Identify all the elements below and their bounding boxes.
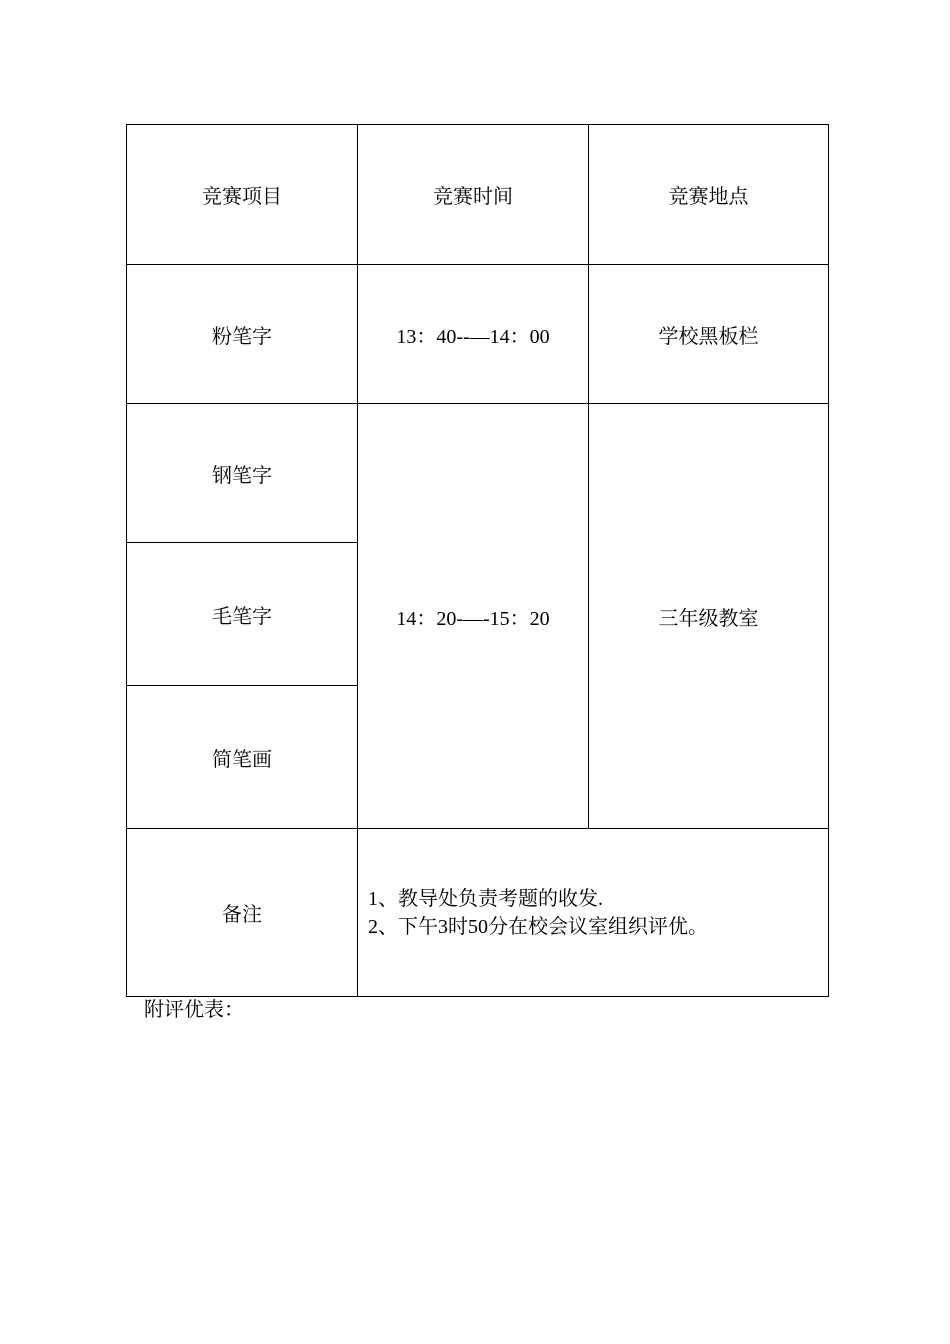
item-cell: 简笔画: [127, 686, 358, 829]
place-cell: 学校黑板栏: [589, 265, 829, 404]
item-cell: 钢笔字: [127, 404, 358, 543]
note-line: 1、教导处负责考题的收发.: [368, 887, 603, 910]
competition-schedule-table: [126, 124, 829, 997]
notes-label: 备注: [127, 829, 358, 997]
notes-row: [127, 829, 829, 997]
note-line: 2、下午3时50分在校会议室组织评优。: [368, 915, 708, 938]
header-place: 竞赛地点: [589, 125, 829, 265]
time-cell: 13：40--—14：00: [358, 265, 589, 404]
merged-time-cell: 14：20-—-15：20: [358, 404, 589, 829]
header-row: [127, 125, 829, 265]
table-row: [127, 404, 829, 543]
header-time: 竞赛时间: [358, 125, 589, 265]
merged-place-cell: 三年级教室: [589, 404, 829, 829]
item-cell: 粉笔字: [127, 265, 358, 404]
item-cell: 毛笔字: [127, 543, 358, 686]
header-item: 竞赛项目: [127, 125, 358, 265]
table-row: [127, 265, 829, 404]
footer-label: 附评优表：: [144, 999, 244, 1021]
notes-content: [358, 829, 829, 997]
